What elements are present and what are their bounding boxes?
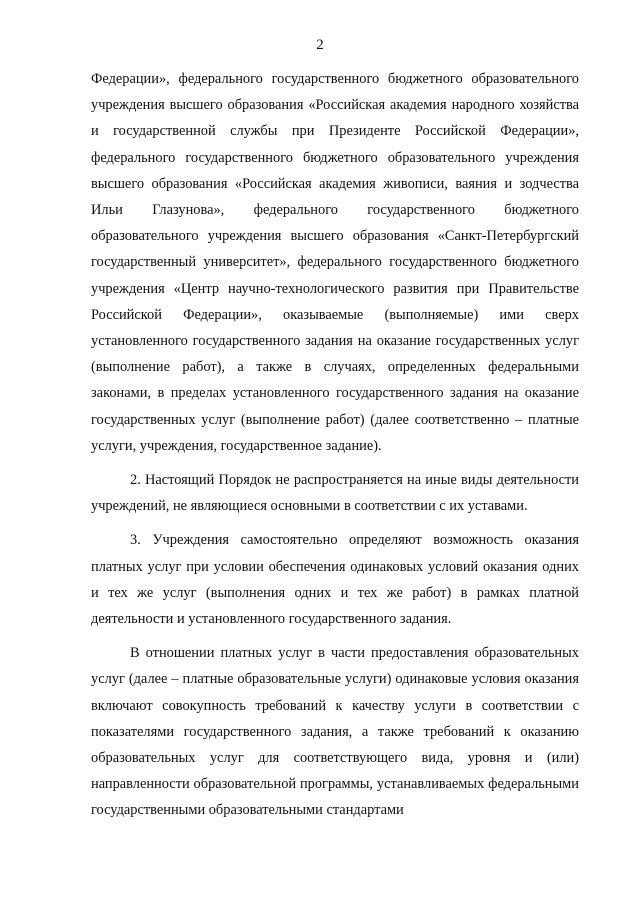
paragraph-item-2: 2. Настоящий Порядок не распространяется на иные виды деятельности учреждений, не являющиеся основными в соответствии с их уставами. [91,472,579,515]
page-number: 2 [316,37,324,53]
document-body [91,66,579,824]
paragraph-item-3: 3. Учреждения самостоятельно определяют возможность оказания платных услуг при условии обеспечения одинаковых условий оказания одних и тех же услуг (выполнения одних и тех же работ) в рамках платной деятельности и установленного государственного задания. [91,532,579,628]
paragraph-continuation: Федерации», федерального государственного бюджетного образовательного учреждения высшего образования «Российская академия народного хозяйства и государственной службы при Президенте Российской Федерации», федерального государственного бюджетного образовательного учреждения высшего образования «Российская академия живописи, ваяния и зодчества Ильи Глазунова», федерального государственного бюджетного образовательного учреждения высшего образования «Санкт-Петербургский государственный университет», федерального государственного бюджетного учреждения «Центр научно-технологического развития при Правительстве Российской Федерации», оказываемые (выполняемые) ими сверх установленного государственного задания на оказание государственных услуг (выполнение работ), а также в случаях, определенных федеральными законами, в пределах установленного государственного задания на оказание государственных услуг (выполнение работ) (далее соответственно – платные услуги, учреждения, государственное задание). [91,71,579,454]
paragraph-paid-education-services: В отношении платных услуг в части предоставления образовательных услуг (далее – платные образовательные услуги) одинаковые условия оказания включают совокупность требований к качеству услуги в соответствии с показателями государственного задания, а также требований к оказанию образовательных услуг для соответствующего вида, уровня и (или) направленности образовательной программы, устанавливаемых федеральными государственными образовательными стандартами [91,645,579,819]
